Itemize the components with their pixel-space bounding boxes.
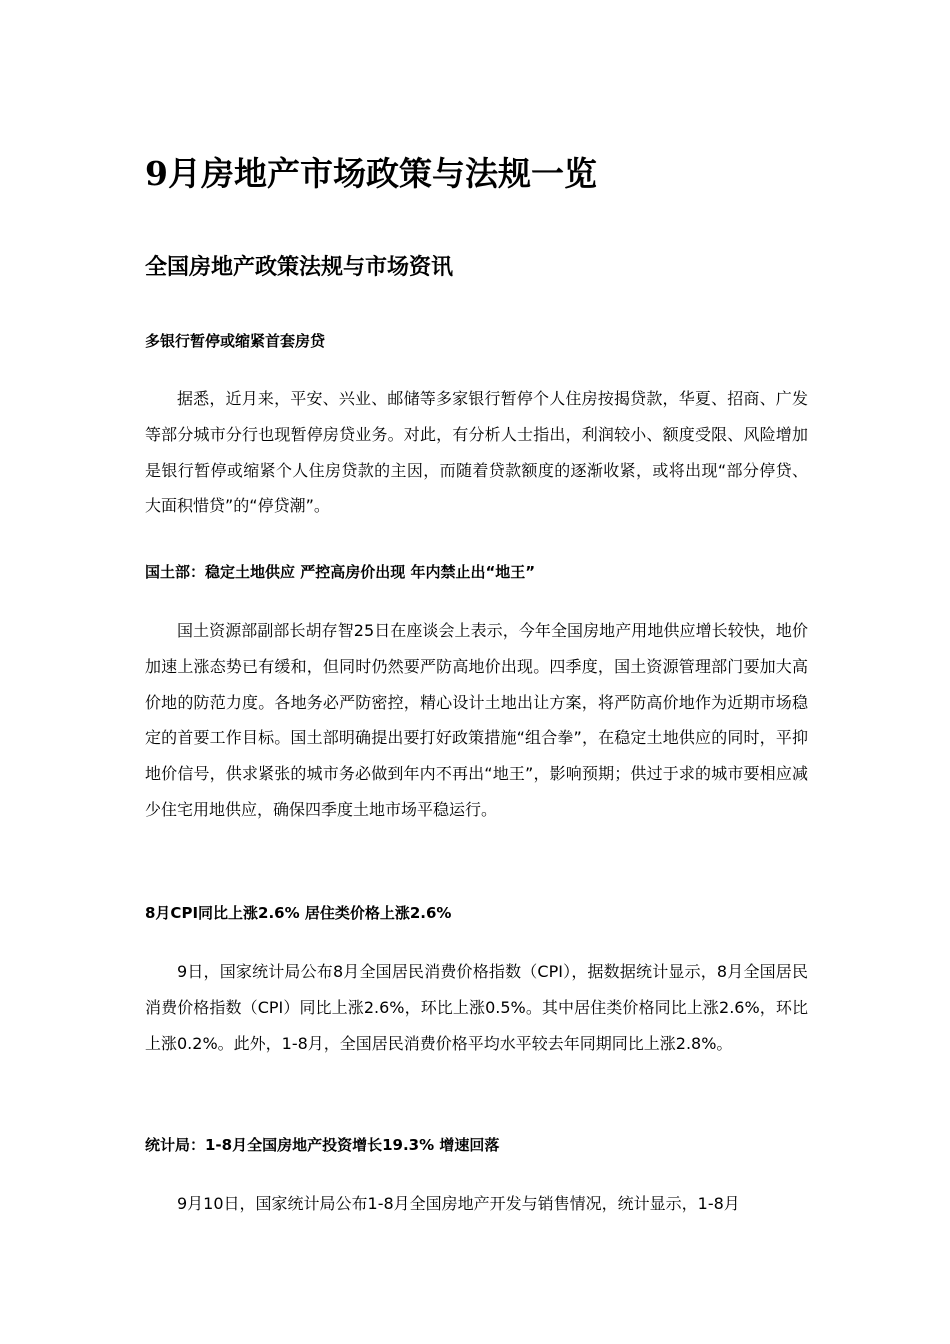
article-body-bank-loans: 据悉，近月来，平安、兴业、邮储等多家银行暂停个人住房按揭贷款，华夏、招商、广发等部分城市分行也现暂停房贷业务。对此，有分析人士指出，利润较小、额度受限、风险增加是银行暂停或缩紧个人住房贷款的主因，而随着贷款额度的逐渐收紧，或将出现“部分停贷、大面积惜贷”的“停贷潮”。 bbox=[145, 389, 808, 516]
article-title-cpi: 8月CPI同比上涨2.6% 居住类价格上涨2.6% bbox=[145, 904, 452, 922]
article-title-bank-loans: 多银行暂停或缩紧首套房贷 bbox=[145, 332, 326, 350]
article-title-land-supply: 国土部：稳定土地供应 严控高房价出现 年内禁止出“地王” bbox=[145, 563, 536, 581]
article-body-investment: 9月10日，国家统计局公布1-8月全国房地产开发与销售情况，统计显示，1-8月 bbox=[177, 1194, 740, 1213]
article-body-land-supply: 国土资源部副部长胡存智25日在座谈会上表示，今年全国房地产用地供应增长较快，地价加速上涨态势已有缓和，但同时仍然要严防高地价出现。四季度，国土资源管理部门要加大高价地的防范力度。各地务必严防密控，精心设计土地出让方案，将严防高价地作为近期市场稳定的首要工作目标。国土部明确提出要打好政策措施“组合拳”，在稳定土地供应的同时，平抑地价信号，供求紧张的城市务必做到年内不再出“地王”，影响预期；供过于求的城市要相应减少住宅用地供应，确保四季度土地市场平稳运行。 bbox=[145, 621, 808, 819]
article-body-cpi: 9日，国家统计局公布8月全国居民消费价格指数（CPI），据数据统计显示，8月全国居民消费价格指数（CPI）同比上涨2.6%，环比上涨0.5%。其中居住类价格同比上涨2.6%，环比上涨0.2%。此外，1-8月，全国居民消费价格平均水平较去年同期同比上涨2.8%。 bbox=[145, 962, 808, 1053]
section-title: 全国房地产政策法规与市场资讯 bbox=[145, 255, 454, 280]
document-title: 9月房地产市场政策与法规一览 bbox=[145, 154, 597, 193]
article-title-investment: 统计局：1-8月全国房地产投资增长19.3% 增速回落 bbox=[145, 1136, 500, 1154]
